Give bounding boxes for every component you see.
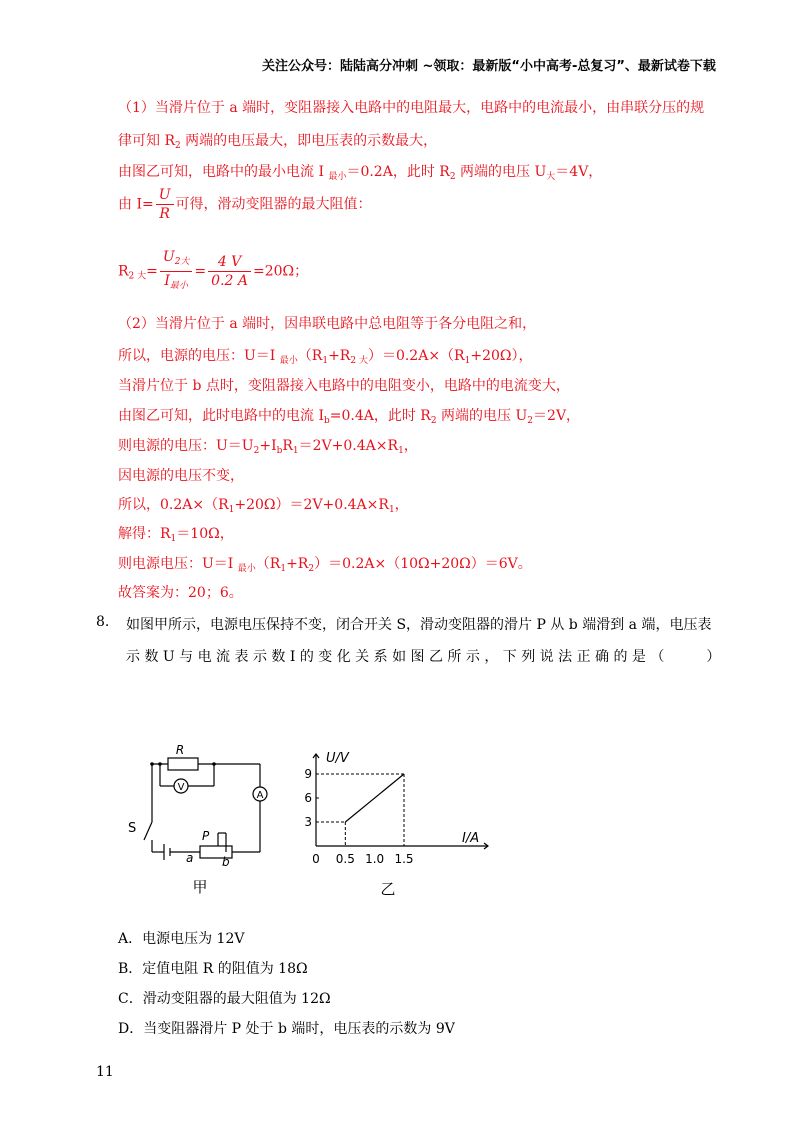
solution-line: 所以，电源的电压：U＝I $_{最小}(R_1+R_{2 大})=0.2A\times(R_1+20\Omega)$，	[118, 348, 533, 366]
y-tick-label: 6	[304, 791, 312, 805]
junction-node	[212, 762, 216, 766]
option-c: C．滑动变阻器的最大阻值为 12Ω	[118, 991, 331, 1007]
solution-line: 则电源的电压：$U=U_2+I_bR_1=2V+0.4A\times R_1$，	[118, 438, 418, 456]
end-a-label: a	[186, 851, 194, 865]
resistor-r	[168, 758, 198, 770]
solution-formula: $R_{2 大}=$ $\frac{U_{2大}}{I_{最小}}$ = $\frac{4 V}{0.2 A}$ =20Ω；	[118, 248, 308, 295]
y-axis-label: U/V	[326, 751, 349, 766]
question-text: 如图甲所示，电源电压保持不变，闭合开关 S，滑动变阻器的滑片 P 从 b 端滑到 a 端，电压表	[126, 617, 712, 633]
circuit-diagram	[118, 740, 278, 900]
option-a: A．电源电压为 12V	[118, 931, 245, 947]
x-tick-label: 1.0	[365, 852, 385, 866]
slider-label: P	[202, 829, 210, 843]
question-number: 8.	[96, 614, 110, 630]
solution-line: 当滑片位于 b 点时，变阻器接入电路中的电阻变小，电路中的电流变大，	[118, 378, 570, 394]
solution-line: 解得：$R_1=10\Omega$，	[118, 526, 234, 544]
junction-node	[150, 762, 154, 766]
x-tick-label: 1.5	[394, 852, 414, 866]
solution-line: 所以，$0.2A\times(R_1+20\Omega)=2V+0.4A\times R_1$，	[118, 497, 409, 515]
solution-line: 则电源电压：U＝I $_{最小}(R_1+R_2)=0.2A\times(10\Omega+20\Omega)=6V$。	[118, 556, 532, 574]
figure-caption-yi: 乙	[380, 880, 396, 898]
figure-caption-jia: 甲	[192, 878, 208, 896]
page-header: 关注公众号：陆陆高分冲刺 ~领取：最新版“小中高考-总复习”、最新试卷下载	[262, 59, 716, 74]
fraction: $\frac{U}{R}$	[156, 186, 174, 223]
end-b-label: b	[222, 855, 230, 869]
solution-formula: 由 I= $\frac{U}{R}$ 可得，滑动变阻器的最大阻值：	[118, 187, 372, 222]
solution-line: 由图乙可知，电路中的最小电流 I $_{最小}$＝0.2A，此时 $R_2$ 两端的电压 $U_大=4V$，	[118, 164, 603, 182]
y-tick-label: 3	[304, 815, 312, 829]
option-b: B．定值电阻 R 的阻值为 18Ω	[118, 961, 308, 977]
solution-line: （2）当滑片位于 a 端时，因串联电路中总电阻等于各分电阻之和，	[118, 316, 537, 332]
x-axis-label: I/A	[462, 831, 480, 846]
fraction: $\frac{U_{2大}}{I_{最小}}$	[160, 248, 193, 295]
switch-label: S	[128, 821, 137, 836]
series-line	[345, 774, 404, 822]
resistor-label: R	[175, 743, 185, 757]
junction-node	[158, 762, 162, 766]
x-tick-label: 0	[312, 852, 320, 866]
answer-line: 故答案为：20；6。	[118, 585, 243, 601]
ammeter-label: A	[256, 790, 264, 801]
option-d: D．当变阻器滑片 P 处于 b 端时，电压表的示数为 9V	[118, 1021, 455, 1037]
question-text: 示 数 U 与 电 流 表 示 数 I 的 变 化 关 系 如 图 乙 所 示 ， 下 列 说 法 正 确 的 是 （ ）	[126, 649, 721, 665]
voltmeter-label: V	[177, 782, 185, 793]
solution-line: （1）当滑片位于 a 端时，变阻器接入电路中的电阻最大，电路中的电流最小，由串联分压的规	[118, 100, 705, 116]
switch-s	[144, 822, 152, 840]
solution-line: 由图乙可知，此时电路中的电流 $I_b=0.4A$，此时 $R_2$ 两端的电压 $U_2=2V$，	[118, 408, 581, 426]
solution-line: 因电源的电压不变，	[118, 468, 244, 484]
x-tick-label: 0.5	[335, 852, 355, 866]
y-tick-label: 9	[304, 767, 312, 781]
page-number: 11	[96, 1064, 114, 1080]
ui-chart	[296, 748, 496, 898]
fraction: $\frac{4 V}{0.2 A}$	[208, 253, 251, 290]
solution-line: 律可知 $R_2$ 两端的电压最大，即电压表的示数最大，	[118, 133, 438, 151]
